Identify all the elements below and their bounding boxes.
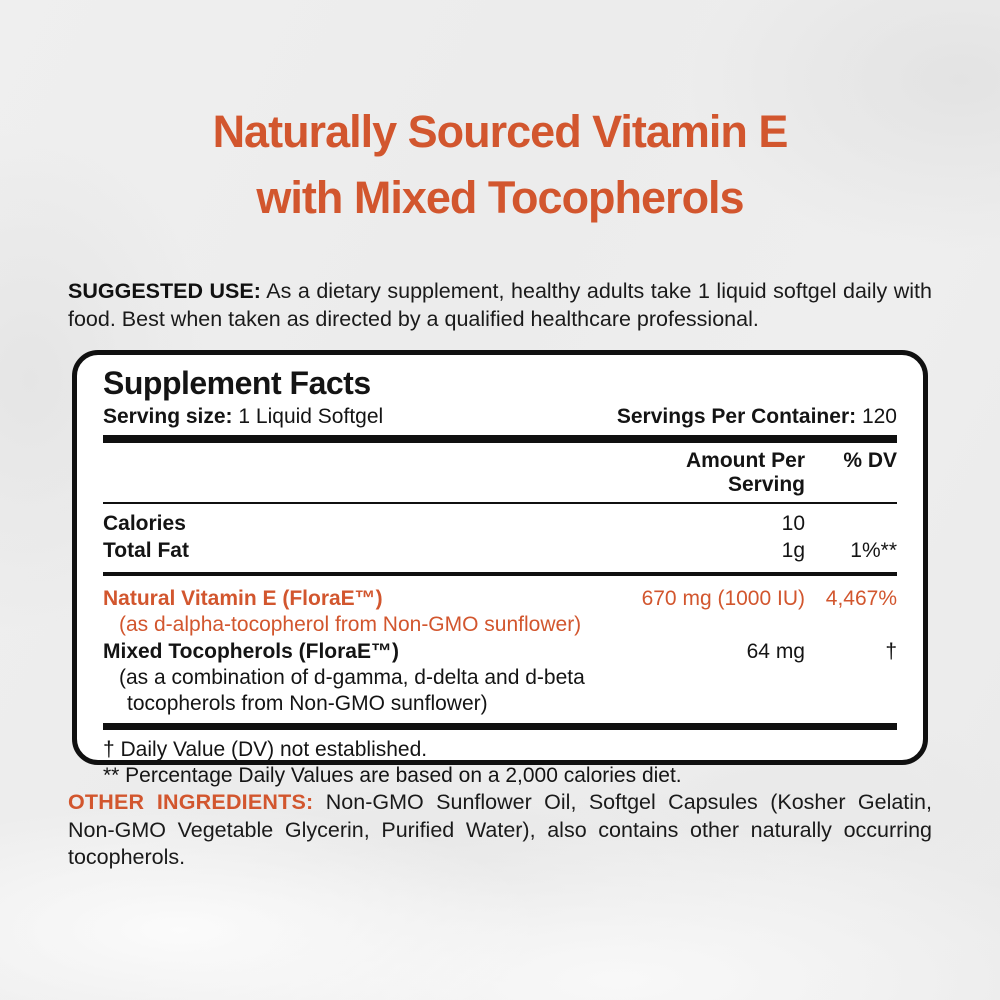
nutrient-row-total-fat xyxy=(103,537,897,564)
ingredient-dv: † xyxy=(885,640,897,663)
divider-thick-bottom xyxy=(103,723,897,730)
servings-per-container-value: 120 xyxy=(861,405,897,428)
column-header-spacer xyxy=(103,449,605,497)
other-ingredients-text: Non-GMO Sunflower Oil, Softgel Capsules (Kosher Gelatin, Non-GMO Vegetable Glycerin, Purified Water), also contains other naturally occurring tocopherols. xyxy=(68,790,932,869)
other-ingredients-paragraph xyxy=(68,789,932,872)
serving-size-value: 1 Liquid Softgel xyxy=(238,405,384,428)
ingredient-name: Mixed Tocopherols (FloraE™) xyxy=(103,640,399,663)
nutrient-amount: 10 xyxy=(781,512,805,535)
nutrient-dv xyxy=(805,510,897,537)
ingredient-amount: 64 mg xyxy=(746,640,805,663)
nutrient-name: Calories xyxy=(103,512,186,535)
nutrient-amount: 1g xyxy=(781,539,805,562)
ingredient-dv: 4,467% xyxy=(825,587,897,610)
product-title-line2: with Mixed Tocopherols xyxy=(256,172,744,223)
serving-info-row xyxy=(103,404,897,430)
supplement-facts-panel xyxy=(72,350,928,787)
supplement-facts-heading: Supplement Facts xyxy=(103,365,371,401)
ingredient-name: Natural Vitamin E (FloraE™) xyxy=(103,587,383,610)
product-title-line1: Naturally Sourced Vitamin E xyxy=(212,106,788,157)
ingredient-row-vitamin-e xyxy=(103,576,897,612)
ingredient-row-mixed-tocopherols xyxy=(103,638,897,665)
ingredient-amount: 670 mg (1000 IU) xyxy=(641,587,805,610)
divider-thick-top xyxy=(103,435,897,443)
column-header-dv: % DV xyxy=(843,449,897,472)
other-ingredients-label: OTHER INGREDIENTS: xyxy=(68,790,314,814)
serving-size-label: Serving size: xyxy=(103,405,233,428)
column-header-row xyxy=(103,443,897,502)
footnotes xyxy=(103,730,897,789)
column-header-amount: Amount Per Serving xyxy=(685,449,805,496)
ingredient-source-note: (as d-alpha-tocopherol from Non-GMO sunflower) xyxy=(119,613,582,636)
serving-size xyxy=(103,404,383,430)
nutrient-name: Total Fat xyxy=(103,539,189,562)
footnote-daily-value: † Daily Value (DV) not established. xyxy=(103,738,428,761)
servings-per-container-label: Servings Per Container: xyxy=(616,405,857,428)
nutrient-dv: 1%** xyxy=(850,539,897,562)
product-title xyxy=(0,99,1000,231)
suggested-use-text: As a dietary supplement, healthy adults take 1 liquid softgel daily with food. Best when taken as directed by a qualified healthcare professional. xyxy=(68,279,932,331)
footnote-percentage: ** Percentage Daily Values are based on a 2,000 calories diet. xyxy=(103,764,682,787)
ingredient-source-note-continued: tocopherols from Non-GMO sunflower) xyxy=(127,692,488,715)
suggested-use-paragraph xyxy=(68,277,932,333)
nutrient-row-calories xyxy=(103,504,897,537)
suggested-use-label: SUGGESTED USE: xyxy=(68,279,261,303)
servings-per-container xyxy=(617,404,897,430)
ingredient-source-note: (as a combination of d-gamma, d-delta and d-beta xyxy=(119,666,585,689)
